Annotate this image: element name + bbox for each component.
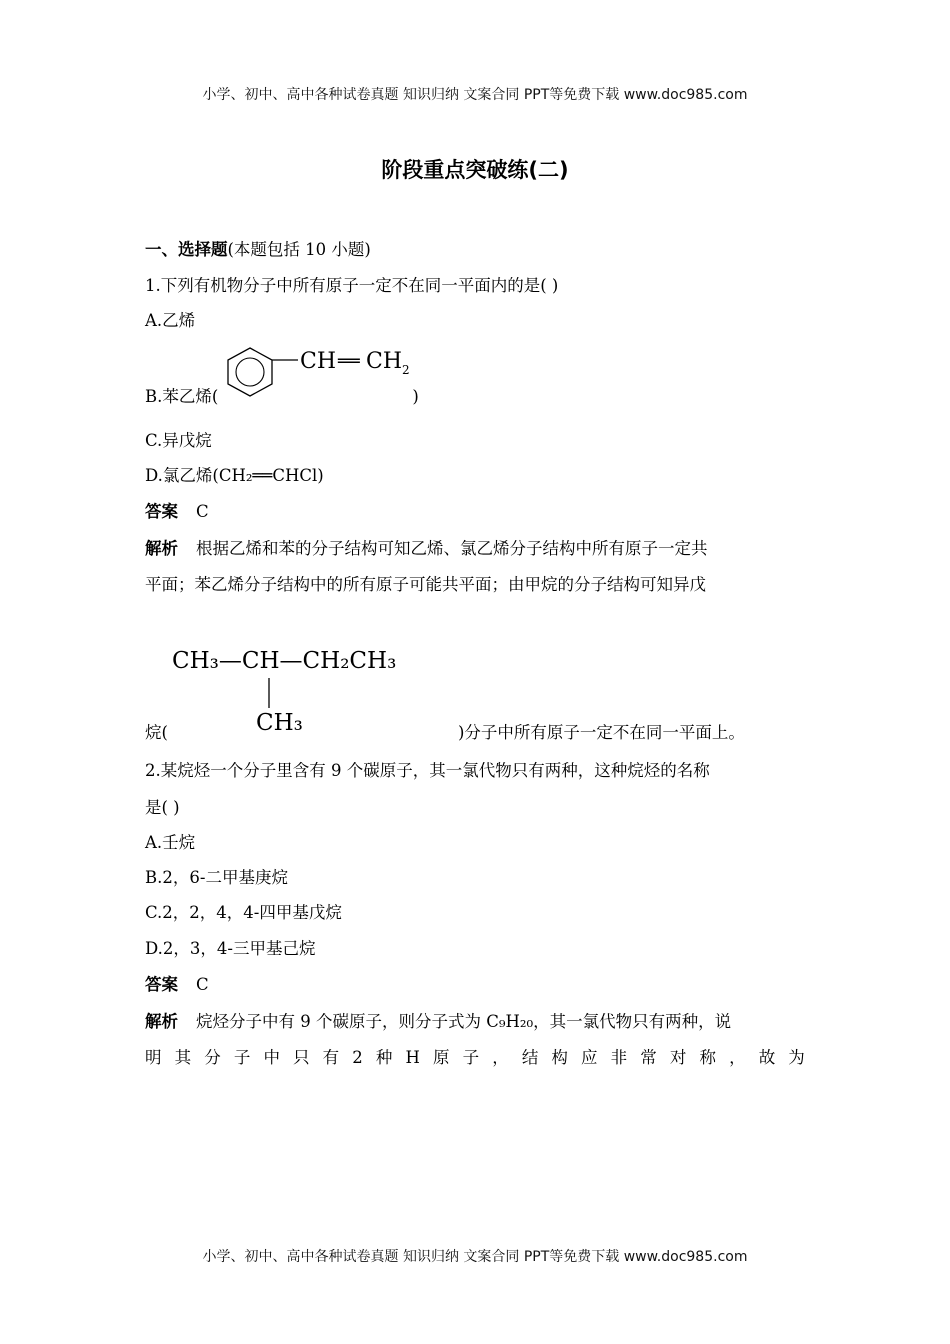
q2-analysis-word: 子 (233, 1048, 251, 1067)
q2-analysis-word: 明 (145, 1048, 162, 1067)
section-heading-label: 一、选择题 (145, 240, 228, 259)
q2-analysis-word: 为 (788, 1048, 805, 1067)
q2-analysis-word: ， (729, 1048, 746, 1067)
q2-analysis-word: 构 (551, 1048, 568, 1067)
styrene-double-bond: ══ (338, 351, 360, 372)
q2-analysis-word: 有 (322, 1048, 340, 1067)
q2-analysis-word: H (405, 1048, 420, 1067)
q1-analysis-text1: 根据乙烯和苯的分子结构可知乙烯、氯乙烯分子结构中所有原子一定共 (196, 539, 708, 558)
q2-analysis-word: 结 (521, 1048, 539, 1067)
q2-analysis-word: 只 (293, 1048, 310, 1067)
q2-analysis-word: 子 (462, 1048, 480, 1067)
section-heading (145, 238, 371, 262)
styrene-sub: 2 (402, 363, 410, 377)
q2-analysis-word: ， (492, 1048, 509, 1067)
styrene-ch: CH (300, 349, 337, 374)
isopentane-main-chain: CH₃—CH—CH₂CH₃ (172, 648, 397, 674)
q2-analysis-word: 称 (699, 1048, 716, 1067)
q1-option-b (145, 385, 419, 409)
q2-analysis-line1 (145, 1010, 731, 1034)
q1-analysis-line3 (145, 721, 745, 745)
q2-analysis-word: 其 (174, 1048, 192, 1067)
q2-analysis-word: 常 (640, 1048, 657, 1067)
page-title: 阶段重点突破练(二) (381, 158, 569, 182)
q1-option-b-text: B.苯乙烯( (145, 387, 219, 406)
q2-analysis-word: 非 (610, 1048, 628, 1067)
q1-analysis-text3a: 烷( (145, 723, 168, 742)
q2-analysis-word: 2 (352, 1048, 363, 1067)
q2-answer-label: 答案 (145, 975, 178, 994)
q1-answer-label: 答案 (145, 502, 178, 521)
page-header: 小学、初中、高中各种试卷真题 知识归纳 文案合同 PPT等免费下载 www.doc985.com (202, 87, 748, 103)
q1-option-c: C.异戊烷 (145, 431, 212, 450)
q2-answer (145, 973, 209, 997)
q2-option-d: D.2，3，4-三甲基己烷 (145, 939, 316, 958)
benzene-ring-circle (236, 358, 264, 386)
section-heading-note: (本题包括 10 小题) (227, 240, 371, 259)
isopentane-branch: CH₃ (256, 710, 303, 736)
q1-option-a: A.乙烯 (145, 311, 196, 330)
q2-option-b: B.2，6-二甲基庚烷 (145, 868, 288, 887)
q1-analysis-line2: 平面；苯乙烯分子结构中的所有原子可能共平面；由甲烷的分子结构可知异戊 (145, 575, 706, 594)
q2-analysis-word: 中 (263, 1048, 280, 1067)
styrene-ch2: CH (366, 349, 403, 374)
q2-analysis-word: 应 (581, 1048, 598, 1067)
q2-option-c: C.2，2，4，4-四甲基戊烷 (145, 903, 342, 922)
q1-analysis-label: 解析 (145, 539, 178, 558)
q2-analysis-word: 故 (758, 1048, 776, 1067)
q1-analysis-line1 (145, 537, 708, 561)
q2-analysis-word: 分 (204, 1048, 221, 1067)
q2-stem-line1: 2.某烷烃一个分子里含有 9 个碳原子，其一氯代物只有两种，这种烷烃的名称 (145, 761, 710, 780)
q2-analysis-label: 解析 (145, 1012, 178, 1031)
q1-answer-value: C (196, 502, 209, 521)
page-footer: 小学、初中、高中各种试卷真题 知识归纳 文案合同 PPT等免费下载 www.doc985.com (202, 1249, 748, 1265)
q1-analysis-text3b: )分子中所有原子一定不在同一平面上。 (457, 723, 745, 742)
q2-stem-line2: 是( ) (145, 798, 180, 817)
q2-option-a: A.壬烷 (145, 833, 196, 852)
q2-analysis-text1: 烷烃分子中有 9 个碳原子，则分子式为 C₉H₂₀，其一氯代物只有两种，说 (196, 1012, 732, 1031)
q1-option-d: D.氯乙烯(CH₂══CHCl) (145, 466, 324, 485)
q2-answer-value: C (196, 975, 209, 994)
q1-option-b-close: ) (412, 387, 419, 406)
q1-answer (145, 500, 209, 524)
q2-analysis-word: 原 (432, 1048, 450, 1067)
q2-analysis-line2 (145, 1046, 805, 1070)
q2-analysis-word: 种 (375, 1048, 393, 1067)
q1-stem: 1.下列有机物分子中所有原子一定不在同一平面内的是( ) (145, 276, 559, 295)
q2-analysis-word: 对 (669, 1048, 687, 1067)
